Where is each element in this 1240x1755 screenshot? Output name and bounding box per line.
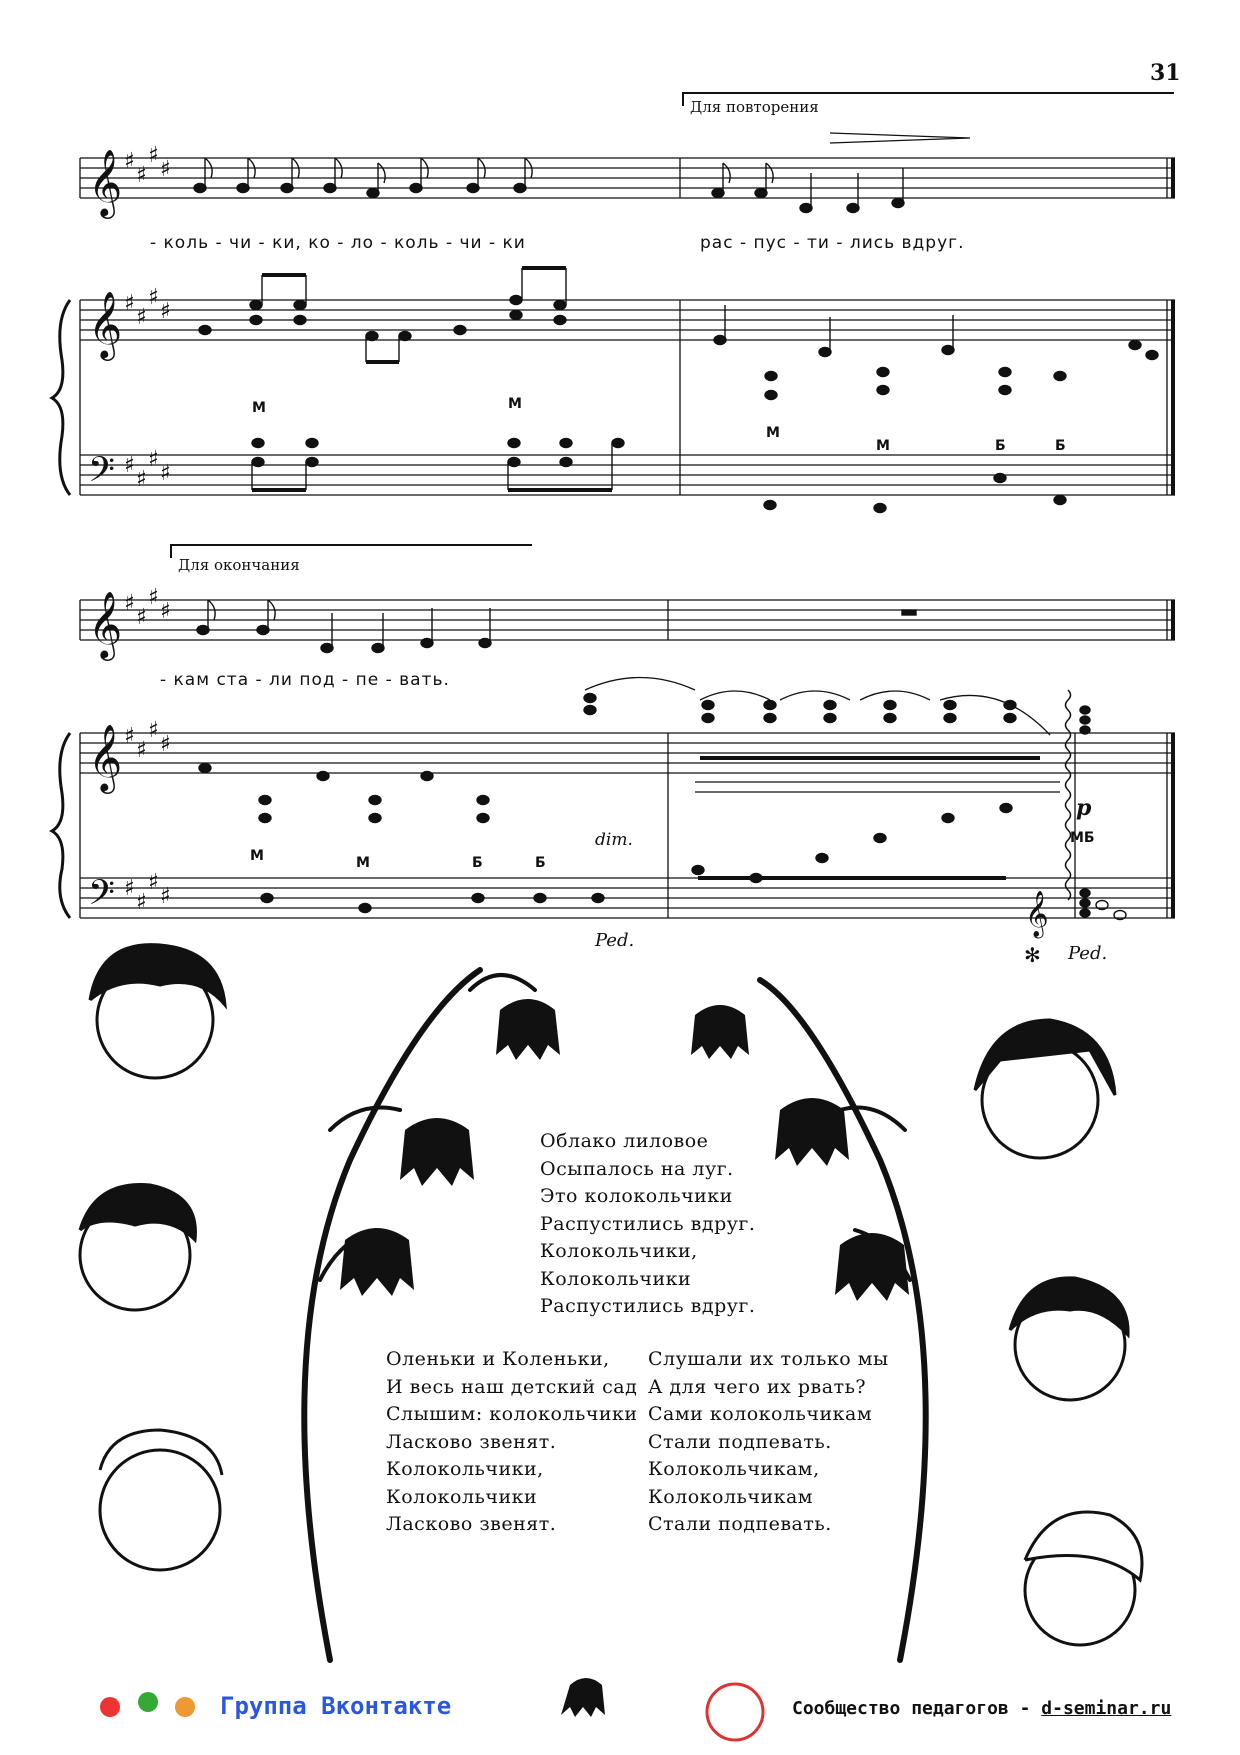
poem-line: Колокольчики, bbox=[540, 1240, 698, 1262]
poem-line: Колокольчикам bbox=[648, 1485, 814, 1508]
poem-line: Осыпалось на луг. bbox=[540, 1157, 734, 1180]
poem-line: Распустились вдруг. bbox=[540, 1212, 756, 1235]
svg-text:♯: ♯ bbox=[136, 738, 147, 763]
dynamic-p: p bbox=[1076, 795, 1092, 821]
pedal-mark: Ped. bbox=[1068, 943, 1108, 964]
poem-stanza-1 bbox=[540, 1128, 755, 1321]
svg-text:♯: ♯ bbox=[136, 467, 147, 492]
poem-line: Распустились вдруг. bbox=[540, 1295, 756, 1317]
mark-b: Б bbox=[995, 438, 1006, 454]
vocal-staff-2 bbox=[80, 600, 1175, 640]
svg-text:𝄞: 𝄞 bbox=[88, 290, 123, 358]
poem-line: Колокольчикам, bbox=[648, 1458, 820, 1480]
svg-text:♯: ♯ bbox=[160, 884, 171, 909]
piano-notes-1 bbox=[199, 268, 1158, 400]
poem-line: Стали подпевать. bbox=[648, 1430, 832, 1453]
left-stem bbox=[304, 970, 480, 1660]
svg-text:♯: ♯ bbox=[160, 299, 171, 324]
poem-line: Оленьки и Коленьки, bbox=[386, 1348, 610, 1370]
piano-bass-1 bbox=[80, 300, 1175, 495]
girl-face-2 bbox=[100, 1450, 220, 1570]
svg-text:♯: ♯ bbox=[136, 605, 147, 630]
poem-line: Сами колокольчикам bbox=[648, 1403, 873, 1425]
vocal-notes-2 bbox=[197, 600, 916, 653]
piano-treble-1 bbox=[80, 300, 1175, 340]
poem-line: Колокольчики bbox=[386, 1485, 538, 1508]
piano-bass-2 bbox=[80, 733, 1175, 918]
poem-line: Стали подпевать. bbox=[648, 1513, 832, 1535]
poem-line: И весь наш детский сад bbox=[386, 1375, 638, 1398]
svg-text:♯: ♯ bbox=[160, 461, 171, 486]
mark-mb: МБ bbox=[1070, 830, 1095, 846]
volta-label-ending: Для окончания bbox=[178, 556, 300, 574]
svg-text:𝄞: 𝄞 bbox=[1025, 891, 1049, 937]
poem-line: Ласково звенят. bbox=[386, 1430, 557, 1453]
page-number: 31 bbox=[1150, 60, 1181, 86]
mark-m: М bbox=[508, 396, 522, 412]
svg-text:♯: ♯ bbox=[160, 157, 171, 182]
mark-m: М bbox=[252, 400, 266, 416]
svg-text:♯: ♯ bbox=[124, 876, 135, 901]
svg-text:♯: ♯ bbox=[148, 718, 159, 743]
poem-line: Колокольчики bbox=[540, 1267, 692, 1290]
svg-text:𝄢: 𝄢 bbox=[88, 449, 116, 498]
poem-line: Слышим: колокольчики bbox=[386, 1403, 638, 1425]
community-label: Сообщество педагогов - bbox=[792, 1698, 1031, 1719]
right-stem bbox=[760, 980, 926, 1660]
site-link[interactable]: d-seminar.ru bbox=[1041, 1698, 1172, 1719]
svg-text:𝄢: 𝄢 bbox=[88, 872, 116, 921]
svg-text:𝄞: 𝄞 bbox=[88, 723, 123, 791]
volta-label-repeat: Для повторения bbox=[690, 98, 819, 116]
svg-text:♯: ♯ bbox=[148, 870, 159, 895]
svg-text:♯: ♯ bbox=[148, 447, 159, 472]
lyrics-line-1a: - коль - чи - ки, ко - ло - коль - чи - ки bbox=[150, 233, 526, 253]
poem-line: Слушали их только мы bbox=[648, 1348, 889, 1370]
svg-text:♯: ♯ bbox=[148, 585, 159, 610]
svg-text:𝄞: 𝄞 bbox=[88, 590, 123, 658]
mark-m: М bbox=[356, 855, 370, 871]
svg-text:♯: ♯ bbox=[160, 732, 171, 757]
poem-line: Ласково звенят. bbox=[386, 1513, 557, 1535]
bass-notes-2 bbox=[261, 804, 1126, 920]
poem-stanza-2 bbox=[386, 1346, 638, 1539]
svg-text:♯: ♯ bbox=[148, 285, 159, 310]
pedal-release-mark: ✻ bbox=[1024, 943, 1041, 967]
mark-m: М bbox=[766, 425, 780, 441]
mark-b: Б bbox=[535, 855, 546, 871]
mark-m: М bbox=[876, 438, 890, 454]
svg-text:♯: ♯ bbox=[124, 453, 135, 478]
svg-text:♯: ♯ bbox=[136, 890, 147, 915]
svg-text:♯: ♯ bbox=[148, 143, 159, 168]
piano-notes-2 bbox=[199, 694, 1090, 823]
svg-text:♯: ♯ bbox=[124, 291, 135, 316]
mark-b: Б bbox=[1055, 438, 1066, 454]
lyrics-line-2: - кам ста - ли под - пе - вать. bbox=[160, 670, 450, 690]
lyrics-line-1b: рас - пус - ти - лись вдруг. bbox=[700, 233, 965, 253]
svg-text:♯: ♯ bbox=[124, 591, 135, 616]
poem-line: Облако лиловое bbox=[540, 1130, 709, 1152]
footer-community bbox=[792, 1698, 1171, 1719]
mark-m: М bbox=[250, 848, 264, 864]
vk-group-link[interactable]: Группа Вконтакте bbox=[220, 1692, 452, 1720]
poem-stanza-3 bbox=[648, 1346, 889, 1539]
poem-line: А для чего их рвать? bbox=[648, 1375, 867, 1398]
svg-text:𝄞: 𝄞 bbox=[88, 148, 123, 216]
vocal-notes-1 bbox=[194, 158, 904, 213]
svg-text:♯: ♯ bbox=[124, 724, 135, 749]
mark-b: Б bbox=[472, 855, 483, 871]
dynamic-dim: dim. bbox=[595, 830, 633, 850]
poem-line: Колокольчики, bbox=[386, 1458, 544, 1480]
svg-text:♯: ♯ bbox=[160, 599, 171, 624]
poem-line: Это колокольчики bbox=[540, 1185, 733, 1207]
piano-treble-2 bbox=[80, 733, 1175, 773]
svg-text:♯: ♯ bbox=[124, 149, 135, 174]
pedal-mark: Ped. bbox=[595, 930, 635, 951]
svg-text:♯: ♯ bbox=[136, 305, 147, 330]
svg-text:♯: ♯ bbox=[136, 163, 147, 188]
